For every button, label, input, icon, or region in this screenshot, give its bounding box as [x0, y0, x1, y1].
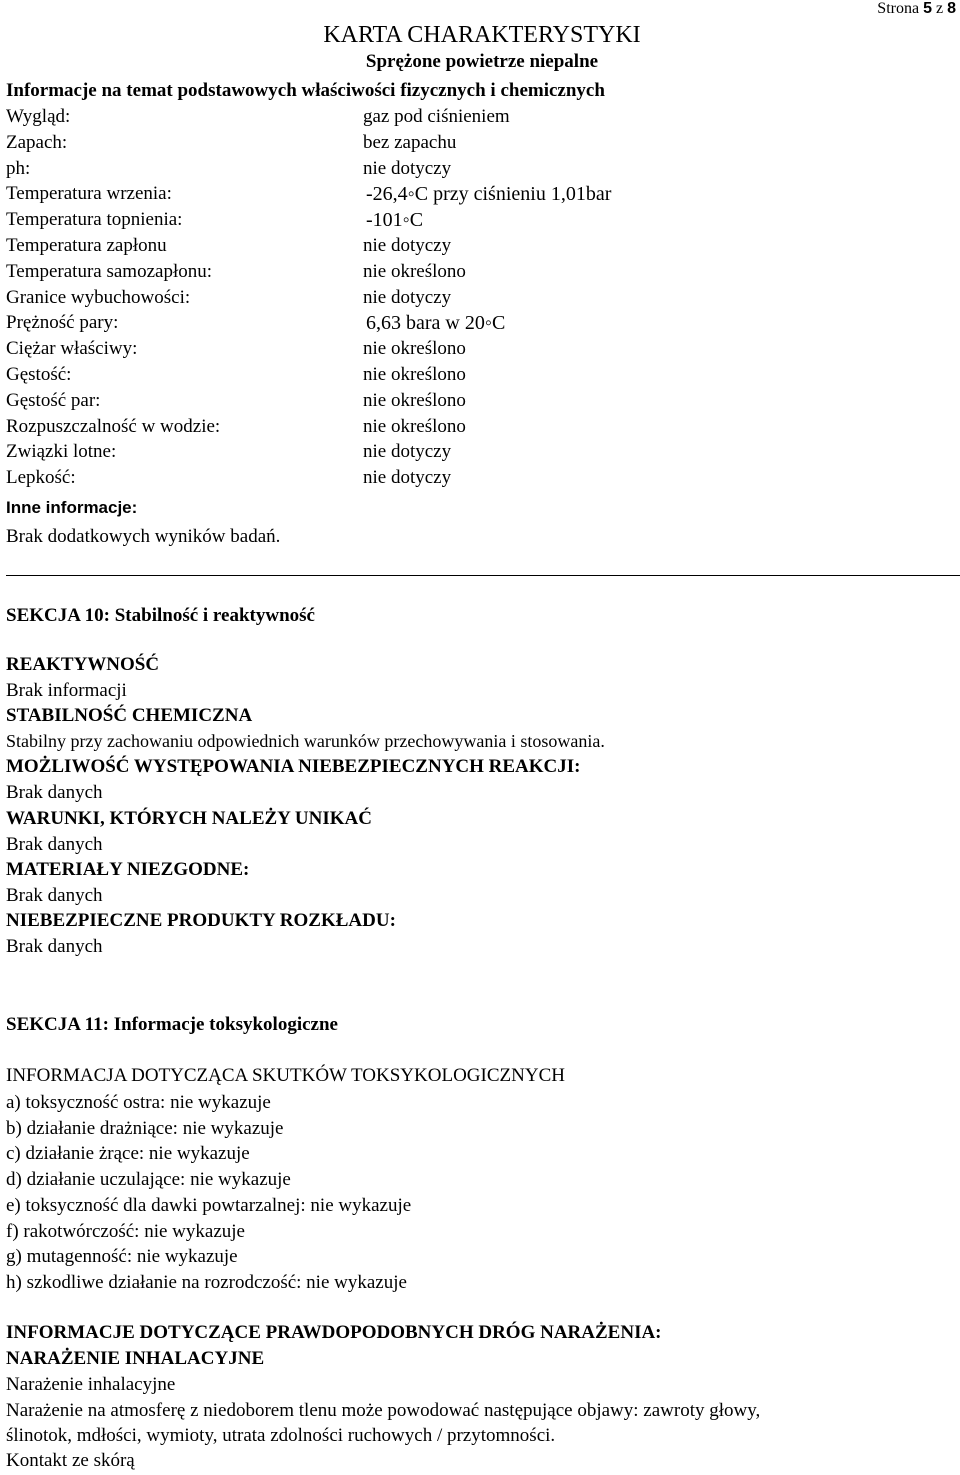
property-label: Gęstość: — [6, 364, 72, 385]
other-info-heading: Inne informacje: — [6, 498, 138, 517]
conditions-heading: WARUNKI, KTÓRYCH NALEŻY UNIKAĆ — [6, 808, 372, 829]
inhalation-heading: NARAŻENIE INHALACYJNE — [6, 1348, 265, 1369]
page-separator: z — [935, 0, 944, 17]
effect-item: h) szkodliwe działanie na rozrodczość: nie wykazuje — [6, 1272, 407, 1293]
section-divider — [6, 575, 960, 576]
property-value: -101◦C — [366, 209, 424, 231]
property-label: Temperatura wrzenia: — [6, 183, 172, 204]
property-label: Temperatura topnienia: — [6, 209, 183, 230]
effect-item: a) toksyczność ostra: nie wykazuje — [6, 1092, 271, 1113]
document-subtitle: Sprężone powietrze niepalne — [365, 51, 599, 72]
property-value: nie dotyczy — [363, 158, 452, 179]
effect-item: b) działanie drażniące: nie wykazuje — [6, 1118, 284, 1139]
property-value: nie dotyczy — [363, 441, 452, 462]
property-label: Ciężar właściwy: — [6, 338, 138, 359]
page-prefix: Strona — [877, 0, 920, 17]
materials-text: Brak danych — [6, 885, 103, 906]
page-current: 5 — [923, 0, 932, 17]
section-11-heading: SEKCJA 11: Informacje toksykologiczne — [6, 1014, 338, 1035]
property-label: Lepkość: — [6, 467, 76, 488]
skin-contact-label: Kontakt ze skórą — [6, 1450, 135, 1471]
property-label: Związki lotne: — [6, 441, 117, 462]
property-value: gaz pod ciśnieniem — [363, 106, 510, 127]
property-value: nie dotyczy — [363, 467, 452, 488]
property-value: bez zapachu — [363, 132, 457, 153]
hazardous-reactions-heading: MOŻLIWOŚĆ WYSTĘPOWANIA NIEBEZPIECZNYCH REAKCJI: — [6, 756, 581, 777]
reactivity-text: Brak informacji — [6, 680, 127, 701]
stability-text: Stabilny przy zachowaniu odpowiednich warunków przechowywania i stosowania. — [6, 731, 605, 751]
property-value: nie dotyczy — [363, 235, 452, 256]
materials-heading: MATERIAŁY NIEZGODNE: — [6, 859, 250, 880]
property-label: Temperatura zapłonu — [6, 235, 167, 256]
property-value: nie określono — [363, 364, 466, 385]
effect-item: f) rakotwórczość: nie wykazuje — [6, 1221, 245, 1242]
stability-heading: STABILNOŚĆ CHEMICZNA — [6, 705, 253, 726]
physical-properties-heading: Informacje na temat podstawowych właściwości fizycznych i chemicznych — [6, 80, 605, 101]
exposure-routes-heading: INFORMACJE DOTYCZĄCE PRAWDOPODOBNYCH DRÓG NARAŻENIA: — [6, 1322, 662, 1343]
property-value: nie określono — [363, 390, 466, 411]
section-10-heading: SEKCJA 10: Stabilność i reaktywność — [6, 605, 315, 626]
property-value: -26,4◦C przy ciśnieniu 1,01bar — [366, 183, 612, 205]
reactivity-heading: REAKTYWNOŚĆ — [6, 654, 160, 675]
property-value: 6,63 bara w 20◦C — [366, 312, 506, 334]
decomposition-text: Brak danych — [6, 936, 103, 957]
property-label: Zapach: — [6, 132, 68, 153]
effect-item: e) toksyczność dla dawki powtarzalnej: nie wykazuje — [6, 1195, 412, 1216]
property-value: nie określono — [363, 416, 466, 437]
inhalation-label: Narażenie inhalacyjne — [6, 1374, 176, 1395]
effects-heading: INFORMACJA DOTYCZĄCA SKUTKÓW TOKSYKOLOGICZNYCH — [6, 1065, 565, 1086]
property-label: Wygląd: — [6, 106, 71, 127]
page-total: 8 — [947, 0, 956, 17]
other-info-text: Brak dodatkowych wyników badań. — [6, 526, 281, 547]
page-number — [877, 0, 956, 18]
property-label: Gęstość par: — [6, 390, 101, 411]
property-label: ph: — [6, 158, 31, 179]
inhalation-text-line-2: ślinotok, mdłości, wymioty, utrata zdolności ruchowych / przytomności. — [6, 1425, 556, 1446]
hazardous-reactions-text: Brak danych — [6, 782, 103, 803]
conditions-text: Brak danych — [6, 834, 103, 855]
property-value: nie dotyczy — [363, 287, 452, 308]
property-value: nie określono — [363, 338, 466, 359]
inhalation-text-line-1: Narażenie na atmosferę z niedoborem tlenu może powodować następujące objawy: zawroty głowy, — [6, 1400, 761, 1421]
document-title: KARTA CHARAKTERYSTYKI — [323, 22, 641, 48]
property-label: Granice wybuchowości: — [6, 287, 191, 308]
effect-item: g) mutagenność: nie wykazuje — [6, 1246, 238, 1267]
property-value: nie określono — [363, 261, 466, 282]
property-label: Prężność pary: — [6, 312, 119, 333]
property-label: Temperatura samozapłonu: — [6, 261, 213, 282]
effect-item: c) działanie żrące: nie wykazuje — [6, 1143, 250, 1164]
effect-item: d) działanie uczulające: nie wykazuje — [6, 1169, 291, 1190]
decomposition-heading: NIEBEZPIECZNE PRODUKTY ROZKŁADU: — [6, 910, 396, 931]
property-label: Rozpuszczalność w wodzie: — [6, 416, 221, 437]
